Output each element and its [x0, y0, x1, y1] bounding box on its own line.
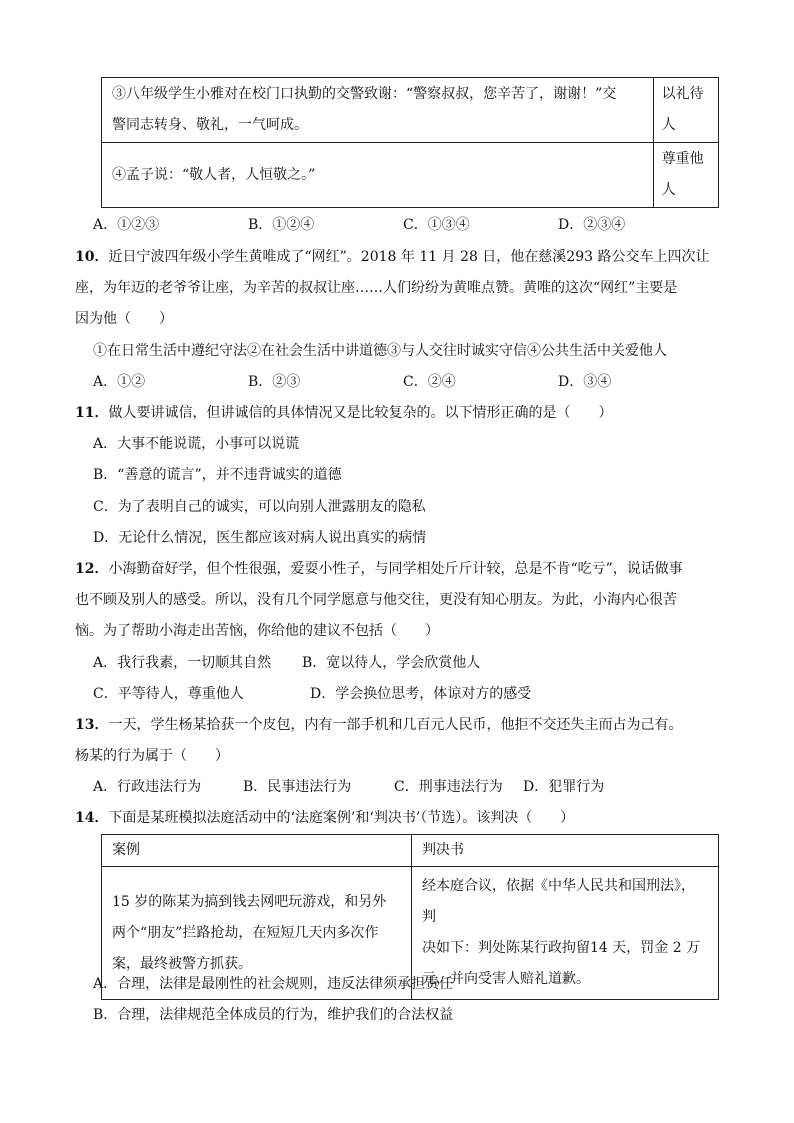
q10-number: 10．: [75, 249, 109, 265]
q11-option-d[interactable]: D．无论什么情况，医生都应该对病人说出真实的病情: [93, 530, 427, 546]
q12-option-c[interactable]: C．平等待人，尊重他人: [93, 686, 244, 702]
q10-options: [93, 371, 713, 391]
q10-stem-1: 近日宁波四年级小学生黄唯成了“网红”。2018 年 11 月 28 日，他在慈溪293 路公交车上四次让: [108, 249, 710, 265]
table-cell-tag-4: [653, 143, 718, 208]
q11-number: 11．: [75, 405, 109, 421]
q14-option-b[interactable]: B．合理，法律规范全体成员的行为，维护我们的合法权益: [93, 1007, 454, 1023]
case-line-2: 两个“朋友”拦路抢劫，在短短几天内多次作: [112, 924, 379, 941]
verdict-line-3: 元，并向受害人赔礼道歉。: [422, 971, 590, 987]
statement-3-line-1: ③八年级学生小雅对在校门口执勤的交警致谢：“警察叔叔，您辛苦了，谢谢！”交: [112, 86, 617, 102]
q10-line-3: 因为他（ ）: [75, 311, 173, 327]
q12-option-d[interactable]: D．学会换位思考，体谅对方的感受: [310, 686, 532, 702]
verdict-line-2: 决如下：判处陈某行政拘留14 天，罚金 2 万: [422, 940, 701, 956]
q10-option-d[interactable]: D．③④: [558, 374, 612, 390]
tag-3-line-1: 以礼待: [661, 86, 704, 102]
q13-option-d[interactable]: D．犯罪行为: [523, 779, 605, 795]
q10-option-c[interactable]: C．②④: [403, 374, 456, 390]
q10-line-1: [75, 246, 709, 266]
q13-options: [93, 776, 713, 796]
table-header-case: 案例: [102, 835, 412, 867]
q14-number: 14．: [75, 810, 109, 826]
options-table: [101, 77, 719, 208]
q10-statements: ①在日常生活中遵纪守法②在社会生活中讲道德③与人交往时诚实守信④公共生活中关爱他人: [93, 343, 667, 359]
tag-4-line-1: 尊重他: [661, 151, 704, 167]
tag-4-line-2: 人: [661, 182, 676, 198]
q13-line-1: [75, 714, 682, 734]
verdict-line-1: 经本庭合议，依据《中华人民共和国刑法》，判: [422, 878, 695, 925]
q14-option-a[interactable]: A．合理，法律是最刚性的社会规则，违反法律须承担责任: [93, 976, 454, 992]
q11-stem: 做人要讲诚信，但讲诚信的具体情况又是比较复杂的。以下情形正确的是（ ）: [108, 405, 613, 421]
q11-option-b[interactable]: B．“善意的谎言”，并不违背诚实的道德: [93, 467, 342, 483]
q11-option-c[interactable]: C．为了表明自己的诚实，可以向别人泄露朋友的隐私: [93, 499, 426, 515]
q9-option-d[interactable]: D．②③④: [558, 217, 626, 233]
q10-option-a[interactable]: A．①②: [93, 374, 146, 390]
q10-line-2: 座，为年迈的老爷爷让座，为辛苦的叔叔让座……人们纷纷为黄唯点赞。黄唯的这次“网红”主要是: [75, 280, 678, 296]
q12-stem-1: 小海勤奋好学，但个性很强，爱耍小性子，与同学相处斤斤计较，总是不肯“吃亏”，说话做事: [108, 561, 683, 577]
q12-line-2: 也不顾及别人的感受。所以，没有几个同学愿意与他交往，更没有知心朋友。为此，小海内心很苦: [75, 592, 677, 608]
q13-number: 13．: [75, 717, 109, 733]
q14-line-1: [75, 807, 574, 827]
case-line-3: 案，最终被警方抓获。: [112, 955, 252, 972]
tag-3-line-2: 人: [661, 117, 676, 133]
q10-option-b[interactable]: B．②③: [248, 374, 301, 390]
q11-option-a[interactable]: A．大事不能说谎，小事可以说谎: [93, 436, 300, 452]
q13-option-c[interactable]: C．刑事违法行为: [394, 779, 503, 795]
table-cell-statement-4: ④孟子说：“敬人者，人恒敬之。”: [102, 143, 654, 208]
q12-line-1: [75, 558, 683, 578]
q14-stem: 下面是某班模拟法庭活动中的‘法庭案例’和‘判决书’（节选）。该判决（ ）: [108, 810, 575, 826]
q11-line-1: [75, 402, 612, 422]
q12-number: 12．: [75, 561, 109, 577]
table-cell-statement-3: [102, 78, 654, 143]
q12-option-a[interactable]: A．我行我素，一切顺其自然: [93, 655, 272, 671]
q9-option-a[interactable]: A．①②③: [93, 217, 160, 233]
q13-line-2: 杨某的行为属于（ ）: [75, 748, 229, 764]
table-header-verdict: 判决书: [412, 835, 719, 867]
q13-stem-1: 一天，学生杨某拾获一个皮包，内有一部手机和几百元人民币，他拒不交还失主而占为己有。: [108, 717, 683, 733]
case-line-1: 15 岁的陈某为搞到钱去网吧玩游戏，和另外: [112, 893, 387, 910]
statement-3-line-2: 警同志转身、敬礼，一气呵成。: [112, 117, 308, 133]
table-cell-tag-3: [653, 78, 718, 143]
q9-option-c[interactable]: C．①③④: [403, 217, 470, 233]
verdict-cell: [412, 867, 719, 1000]
q12-option-b[interactable]: B．宽以待人，学会欣赏他人: [302, 655, 481, 671]
q13-option-b[interactable]: B．民事违法行为: [243, 779, 352, 795]
q12-line-3: 恼。为了帮助小海走出苦恼，你给他的建议不包括（ ）: [75, 623, 439, 639]
q9-options: [93, 214, 713, 234]
q13-option-a[interactable]: A．行政违法行为: [93, 779, 202, 795]
q9-option-b[interactable]: B．①②④: [248, 217, 315, 233]
